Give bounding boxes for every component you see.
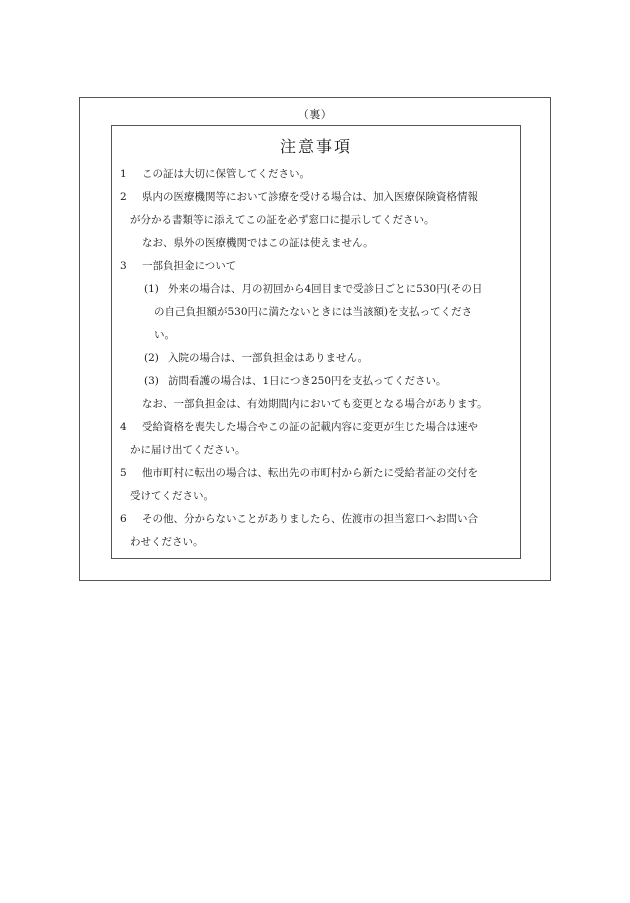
- item-text-line: その他、分からないことがありましたら、佐渡市の担当窓口へお問い合: [142, 513, 478, 525]
- sub-item-2: [120, 347, 516, 370]
- note-item-2-continuation: [120, 209, 516, 232]
- note-item-3-remark: [120, 393, 516, 416]
- item-remark: なお、一部負担金は、有効期間内においても変更となる場合があります。: [142, 398, 488, 410]
- note-item-5: [120, 462, 516, 485]
- sub-item-3: [120, 370, 516, 393]
- item-number: 3: [120, 260, 127, 272]
- sub-item-number: (1): [144, 283, 159, 295]
- item-text-line: 他市町村に転出の場合は、転出先の市町村から新たに受給者証の交付を: [142, 467, 478, 479]
- notes-list: [120, 163, 516, 554]
- sub-item-text-line: い。: [154, 329, 175, 341]
- item-text-line: 受けてください。: [130, 490, 214, 502]
- back-side-label: （裏）: [297, 108, 333, 121]
- note-item-6-continuation: [120, 531, 516, 554]
- item-number: 5: [120, 467, 127, 479]
- note-item-6: [120, 508, 516, 531]
- note-item-3: [120, 255, 516, 278]
- sub-item-1-continuation: [120, 324, 516, 347]
- sub-item-text-line: の自己負担額が530円に満たないときには当該額)を支払ってくださ: [154, 306, 473, 318]
- sub-item-number: (2): [144, 352, 159, 364]
- item-number: 4: [120, 421, 127, 433]
- item-number: 2: [120, 191, 127, 203]
- item-text-line: 県内の医療機関等において診療を受ける場合は、加入医療保険資格情報: [142, 191, 478, 203]
- item-text-line: が分かる書類等に添えてこの証を必ず窓口に提示してください。: [130, 214, 435, 226]
- note-item-5-continuation: [120, 485, 516, 508]
- notes-title: 注意事項: [279, 137, 352, 156]
- note-item-2: [120, 186, 516, 209]
- item-number: 1: [120, 168, 127, 180]
- item-text-line: かに届け出てください。: [130, 444, 246, 456]
- item-text: この証は大切に保管してください。: [142, 168, 310, 180]
- card-back-frame: [79, 97, 551, 581]
- note-item-2-remark: [120, 232, 516, 255]
- sub-item-text-line: 外来の場合は、月の初回から4回目まで受診日ごとに530円(その日: [168, 283, 483, 295]
- sub-item-text: 入院の場合は、一部負担金はありません。: [168, 352, 369, 364]
- item-text: 一部負担金について: [142, 260, 237, 272]
- item-remark: なお、県外の医療機関ではこの証は使えません。: [142, 237, 374, 249]
- note-item-4-continuation: [120, 439, 516, 462]
- item-text-line: 受給資格を喪失した場合やこの証の記載内容に変更が生じた場合は速や: [142, 421, 478, 433]
- note-item-1: [120, 163, 516, 186]
- sub-item-1: [120, 278, 516, 301]
- sub-item-number: (3): [144, 375, 159, 387]
- note-item-4: [120, 416, 516, 439]
- sub-item-text: 訪問看護の場合は、1日につき250円を支払ってください。: [168, 375, 447, 387]
- item-number: 6: [120, 513, 127, 525]
- sub-item-1-continuation: [120, 301, 516, 324]
- item-text-line: わせください。: [130, 536, 204, 548]
- notes-box: [111, 125, 521, 559]
